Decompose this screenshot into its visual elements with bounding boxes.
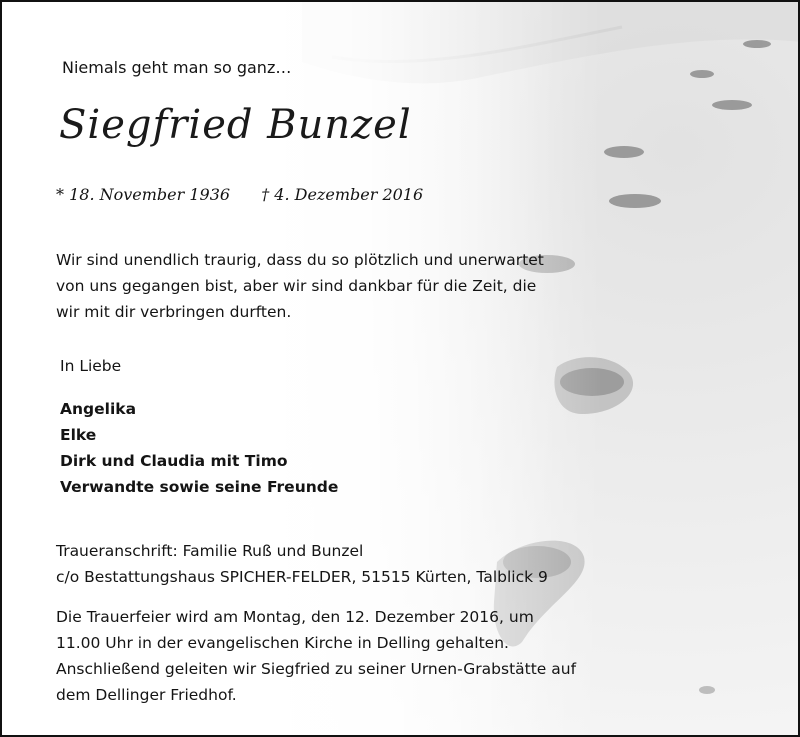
- funeral-line: 11.00 Uhr in der evangelischen Kirche in Delling gehalten.: [56, 634, 509, 652]
- mourner-name: Elke: [60, 426, 97, 444]
- closing-phrase: In Liebe: [60, 357, 122, 375]
- message-line: Wir sind unendlich traurig, dass du so plötzlich und unerwartet: [56, 251, 544, 269]
- mourner-name: Dirk und Claudia mit Timo: [60, 452, 288, 470]
- birth-date: * 18. November 1936: [56, 185, 231, 204]
- address-line: c/o Bestattungshaus SPICHER-FELDER, 51515 Kürten, Talblick 9: [56, 568, 548, 586]
- message-line: von uns gegangen bist, aber wir sind dankbar für die Zeit, die: [56, 277, 537, 295]
- mourners-list: [60, 396, 338, 500]
- life-dates: [56, 185, 449, 204]
- funeral-line: Die Trauerfeier wird am Montag, den 12. Dezember 2016, um: [56, 608, 534, 626]
- mourner-name: Angelika: [60, 400, 137, 418]
- funeral-line: dem Dellinger Friedhof.: [56, 686, 237, 704]
- motto: Niemals geht man so ganz…: [62, 58, 292, 77]
- address-line: Traueranschrift: Familie Ruß und Bunzel: [56, 542, 364, 560]
- funeral-line: Anschließend geleiten wir Siegfried zu seiner Urnen-Grabstätte auf: [56, 660, 577, 678]
- mourner-name: Verwandte sowie seine Freunde: [60, 478, 339, 496]
- death-date: † 4. Dezember 2016: [261, 185, 424, 204]
- message-line: wir mit dir verbringen durften.: [56, 303, 292, 321]
- mourning-address: [56, 538, 548, 590]
- condolence-message: [56, 247, 544, 325]
- funeral-information: [56, 604, 576, 708]
- deceased-name: Siegfried Bunzel: [59, 102, 412, 148]
